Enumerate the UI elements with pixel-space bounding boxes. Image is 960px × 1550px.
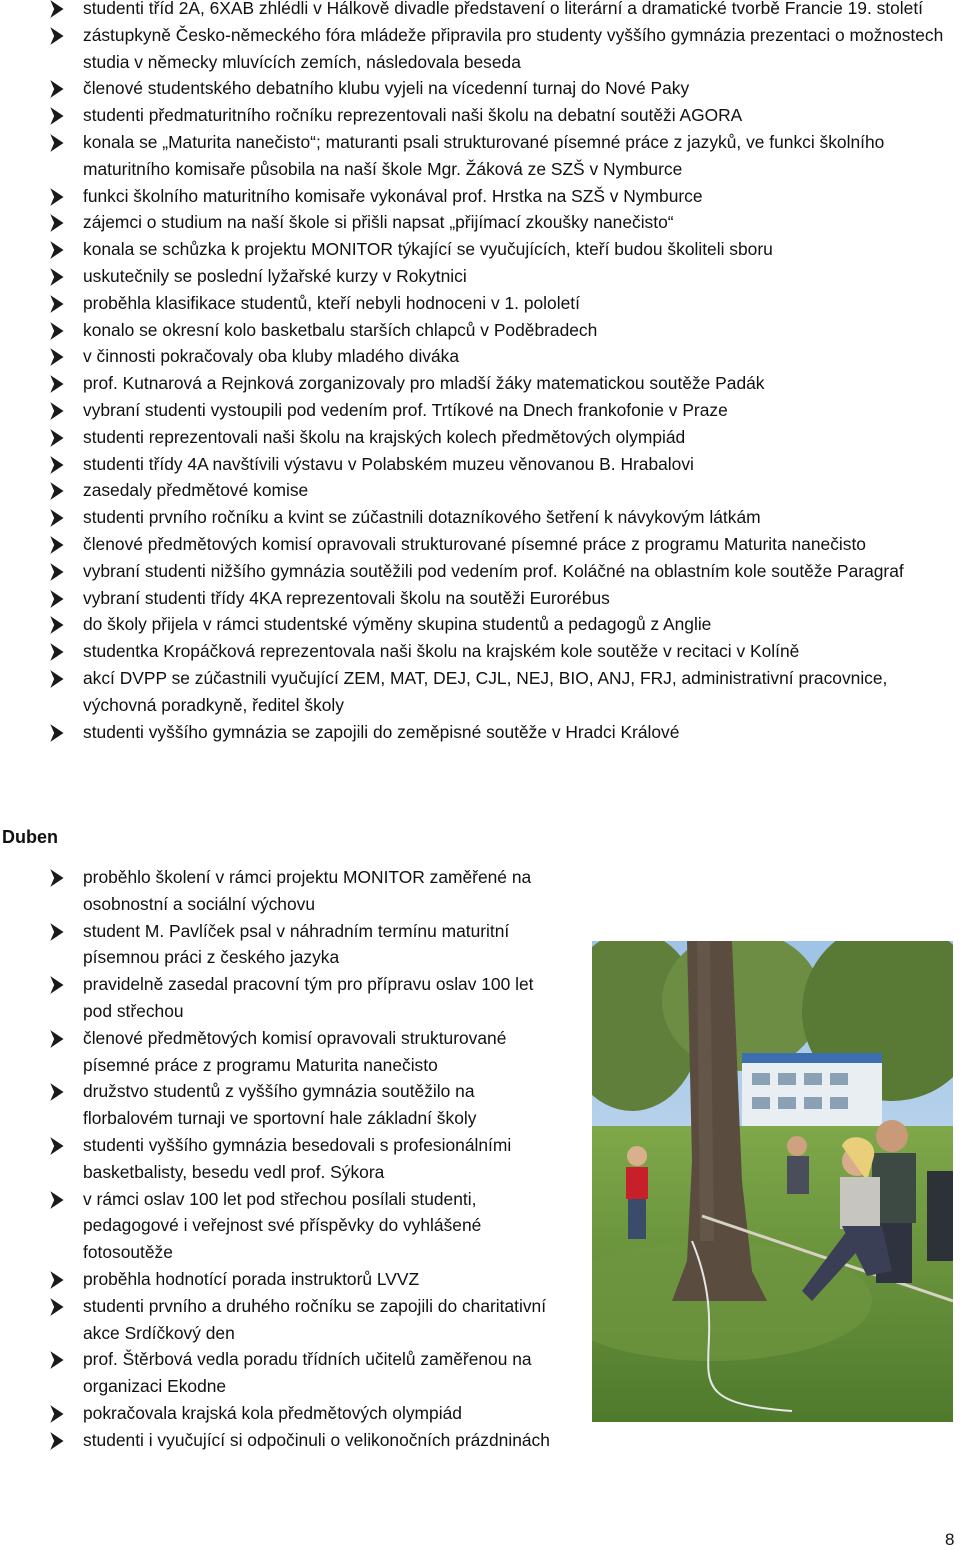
list-item <box>46 209 946 236</box>
list-item <box>46 1427 558 1454</box>
list-item <box>46 424 946 451</box>
list-item-text: uskutečnily se poslední lyžařské kurzy v Rokytnici <box>83 265 467 286</box>
list-item-text: proběhla klasifikace studentů, kteří nebyli hodnoceni v 1. pololetí <box>83 292 580 313</box>
list-item-text: konalo se okresní kolo basketbalu starších chlapců v Poděbradech <box>83 319 598 340</box>
list-item <box>46 864 558 918</box>
list-item-text: pokračovala krajská kola předmětových olympiád <box>83 1402 462 1423</box>
arrowhead-bullet-icon <box>50 642 64 660</box>
arrowhead-bullet-icon <box>50 1297 64 1315</box>
list-item <box>46 263 946 290</box>
april-events-list <box>46 864 558 1454</box>
arrowhead-bullet-icon <box>50 0 64 17</box>
list-item-text: zájemci o studium na naší škole si přišli napsat „přijímací zkoušky nanečisto“ <box>83 212 674 233</box>
list-item <box>46 971 558 1025</box>
arrowhead-bullet-icon <box>50 347 64 365</box>
list-item-text: vybraní studenti nižšího gymnázia soutěžili pod vedením prof. Koláčné na oblastním kole soutěže Paragraf <box>83 560 904 581</box>
list-item <box>46 22 946 76</box>
list-item-text: prof. Štěrbová vedla poradu třídních učitelů zaměřenou na organizaci Ekodne <box>83 1349 532 1397</box>
list-item <box>46 558 946 585</box>
list-item <box>46 75 946 102</box>
list-item-text: vybraní studenti třídy 4KA reprezentovali školu na soutěži Eurorébus <box>83 587 610 608</box>
arrowhead-bullet-icon <box>50 1029 64 1047</box>
arrowhead-bullet-icon <box>50 213 64 231</box>
arrowhead-bullet-icon <box>50 1431 64 1449</box>
arrowhead-bullet-icon <box>50 294 64 312</box>
arrowhead-bullet-icon <box>50 562 64 580</box>
list-item <box>46 317 946 344</box>
list-item <box>46 611 946 638</box>
list-item-text: prof. Kutnarová a Rejnková zorganizovaly pro mladší žáky matematickou soutěže Padák <box>83 373 765 394</box>
arrowhead-bullet-icon <box>50 79 64 97</box>
list-item <box>46 236 946 263</box>
list-item <box>46 1025 558 1079</box>
arrowhead-bullet-icon <box>50 428 64 446</box>
arrowhead-bullet-icon <box>50 1190 64 1208</box>
list-item <box>46 370 946 397</box>
list-item-text: pravidelně zasedal pracovní tým pro přípravu oslav 100 let pod střechou <box>83 974 534 1021</box>
arrowhead-bullet-icon <box>50 868 64 886</box>
arrowhead-bullet-icon <box>50 455 64 473</box>
list-item <box>46 585 946 612</box>
list-item-text: studenti tříd 2A, 6XAB zhlédli v Hálkově divadle představení o literární a dramatické tvorbě Francie 19. století <box>83 0 924 18</box>
list-item <box>46 397 946 424</box>
arrowhead-bullet-icon <box>50 1270 64 1288</box>
list-item <box>46 1186 558 1266</box>
list-item-text: členové předmětových komisí opravovali strukturované písemné práce z programu Maturita nanečisto <box>83 1027 507 1075</box>
arrowhead-bullet-icon <box>50 615 64 633</box>
arrowhead-bullet-icon <box>50 321 64 339</box>
arrowhead-bullet-icon <box>50 240 64 258</box>
list-item <box>46 531 946 558</box>
list-item <box>46 0 946 22</box>
list-item <box>46 719 946 746</box>
arrowhead-bullet-icon <box>50 922 64 940</box>
list-item-text: proběhla hodnotící porada instruktorů LVVZ <box>83 1268 420 1289</box>
list-item-text: konala se „Maturita nanečisto“; maturanti psali strukturované písemné práce z jazyků, ve funkci školního maturitního komisaře působila na naší škole Mgr. Žáková ze SZŠ v Nymburce <box>83 131 885 179</box>
arrowhead-bullet-icon <box>50 589 64 607</box>
list-item-text: studenti i vyučující si odpočinuli o velikonočních prázdninách <box>83 1429 550 1450</box>
list-item-text: funkci školního maturitního komisaře vykonával prof. Hrstka na SZŠ v Nymburce <box>83 185 703 206</box>
arrowhead-bullet-icon <box>50 133 64 151</box>
list-item <box>46 1293 558 1347</box>
list-item <box>46 129 946 183</box>
list-item <box>46 665 946 719</box>
arrowhead-bullet-icon <box>50 535 64 553</box>
list-item <box>46 638 946 665</box>
list-item-text: studenti prvního ročníku a kvint se zúčastnili dotazníkového šetření k návykovým látkám <box>83 507 761 528</box>
list-item <box>46 343 946 370</box>
list-item <box>46 102 946 129</box>
list-item-text: studenti reprezentovali naši školu na krajských kolech předmětových olympiád <box>83 426 686 447</box>
list-item <box>46 918 558 972</box>
list-item-text: studenti prvního a druhého ročníku se zapojili do charitativní akce Srdíčkový den <box>83 1295 547 1343</box>
list-item-text: konala se schůzka k projektu MONITOR týkající se vyučujících, kteří budou školiteli sboru <box>83 239 773 260</box>
list-item-text: studenti vyššího gymnázia besedovali s profesionálními basketbalisty, besedu vedl prof. Sýkora <box>83 1134 512 1182</box>
arrowhead-bullet-icon <box>50 1404 64 1422</box>
list-item-text: akcí DVPP se zúčastnili vyučující ZEM, MAT, DEJ, CJL, NEJ, BIO, ANJ, FRJ, administrativní pracovnice, výchovná poradkyně, ředitel školy <box>83 667 888 715</box>
list-item-text: studenti třídy 4A navštívili výstavu v Polabském muzeu věnovanou B. Hrabalovi <box>83 453 694 474</box>
list-item-text: do školy přijela v rámci studentské výměny skupina studentů a pedagogů z Anglie <box>83 614 712 635</box>
arrowhead-bullet-icon <box>50 508 64 526</box>
arrowhead-bullet-icon <box>50 1082 64 1100</box>
list-item <box>46 1400 558 1427</box>
list-item-text: studenti vyššího gymnázia se zapojili do zeměpisné soutěže v Hradci Králové <box>83 721 680 742</box>
list-item-text: studenti předmaturitního ročníku reprezentovali naši školu na debatní soutěži AGORA <box>83 105 743 126</box>
march-events-list <box>46 0 946 745</box>
arrowhead-bullet-icon <box>50 1136 64 1154</box>
arrowhead-bullet-icon <box>50 401 64 419</box>
slackline-photo <box>592 941 953 1422</box>
list-item-text: členové studentského debatního klubu vyjeli na vícedenní turnaj do Nové Paky <box>83 78 690 99</box>
list-item-text: student M. Pavlíček psal v náhradním termínu maturitní písemnou práci z českého jazyka <box>83 920 510 968</box>
arrowhead-bullet-icon <box>50 26 64 44</box>
list-item-text: studentka Kropáčková reprezentovala naši školu na krajském kole soutěže v recitaci v Kolíně <box>83 641 800 662</box>
list-item <box>46 504 946 531</box>
arrowhead-bullet-icon <box>50 723 64 741</box>
arrowhead-bullet-icon <box>50 106 64 124</box>
page-number: 8 <box>945 1530 955 1549</box>
list-item-text: v činnosti pokračovaly oba kluby mladého diváka <box>83 346 460 367</box>
list-item-text: proběhlo školení v rámci projektu MONITOR zaměřené na osobnostní a sociální výchovu <box>83 867 532 914</box>
section-title-duben: Duben <box>2 827 58 847</box>
arrowhead-bullet-icon <box>50 374 64 392</box>
list-item-text: zasedaly předmětové komise <box>83 480 309 501</box>
arrowhead-bullet-icon <box>50 975 64 993</box>
arrowhead-bullet-icon <box>50 267 64 285</box>
arrowhead-bullet-icon <box>50 669 64 687</box>
list-item-text: v rámci oslav 100 let pod střechou posílali studenti, pedagogové i veřejnost své příspěvky do vyhlášené fotosoutěže <box>83 1188 482 1263</box>
list-item <box>46 290 946 317</box>
list-item <box>46 477 946 504</box>
list-item-text: členové předmětových komisí opravovali strukturované písemné práce z programu Maturita nanečisto <box>83 533 866 554</box>
arrowhead-bullet-icon <box>50 187 64 205</box>
list-item <box>46 1346 558 1400</box>
list-item <box>46 1132 558 1186</box>
arrowhead-bullet-icon <box>50 1350 64 1368</box>
list-item-text: vybraní studenti vystoupili pod vedením prof. Trtíkové na Dnech frankofonie v Praze <box>83 399 728 420</box>
arrowhead-bullet-icon <box>50 481 64 499</box>
list-item <box>46 451 946 478</box>
list-item-text: družstvo studentů z vyššího gymnázia soutěžilo na florbalovém turnaji ve sportovní hale základní školy <box>83 1081 477 1129</box>
list-item <box>46 1078 558 1132</box>
list-item-text: zástupkyně Česko-německého fóra mládeže připravila pro studenty vyššího gymnázia prezentaci o možnostech studia v německy mluvících zemích, následovala beseda <box>83 24 944 72</box>
list-item <box>46 1266 558 1293</box>
list-item <box>46 183 946 210</box>
